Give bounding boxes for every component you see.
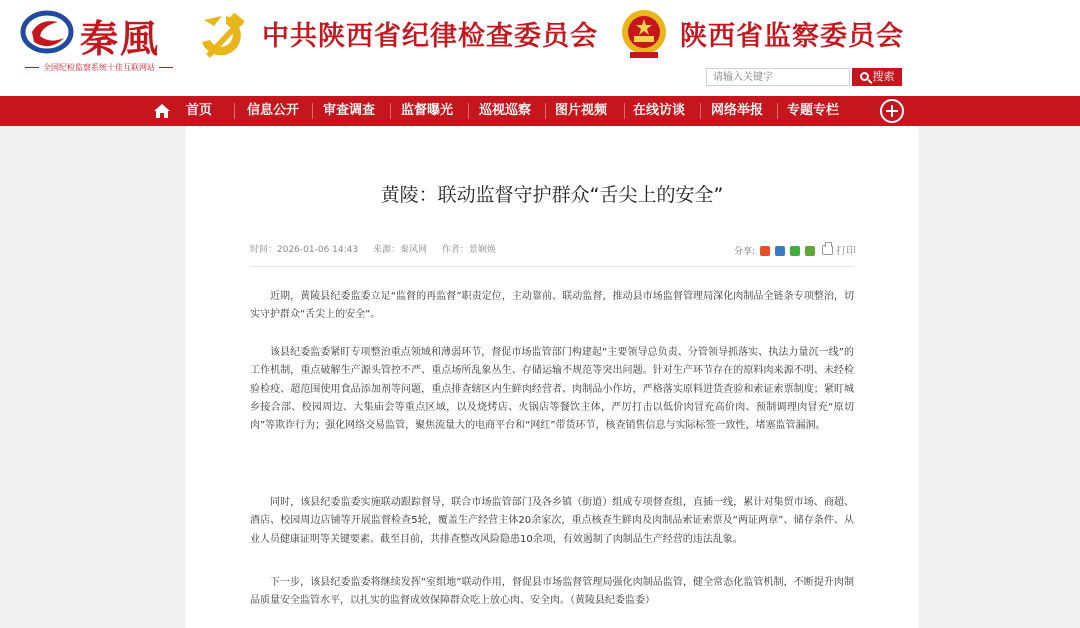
article-title: 黄陵：联动监督守护群众“舌尖上的安全” — [380, 184, 724, 206]
party-emblem-icon — [196, 10, 248, 62]
article-meta — [250, 242, 508, 255]
qinfeng-logo-icon — [20, 10, 74, 54]
search-input[interactable] — [706, 68, 850, 86]
supervision-commission-title: 陕西省监察委员会 — [680, 21, 904, 52]
nav-item-info-disclosure[interactable]: 信息公开 — [246, 103, 299, 118]
nav-divider — [234, 103, 235, 119]
main-nav — [0, 96, 1080, 126]
logo-text: 秦風 — [80, 16, 161, 61]
more-menu-plus-icon[interactable] — [880, 99, 904, 123]
wechat-share-icon[interactable] — [790, 246, 800, 256]
share-bar — [734, 244, 815, 257]
nav-item-exposure[interactable]: 监督曝光 — [400, 103, 453, 118]
national-emblem-icon — [616, 6, 672, 62]
printer-icon — [822, 245, 833, 255]
nav-item-home[interactable]: 首页 — [185, 103, 212, 118]
nav-item-photo-video[interactable]: 图片视频 — [554, 103, 607, 118]
home-icon[interactable] — [154, 104, 170, 118]
more-share-icon[interactable] — [805, 246, 815, 256]
logo-slogan: 全国纪检监察系统十佳互联网站 — [14, 62, 184, 73]
site-logo[interactable] — [14, 6, 174, 76]
nav-item-investigation[interactable]: 审查调查 — [322, 103, 375, 118]
weibo-share-icon[interactable] — [760, 246, 770, 256]
site-header — [0, 0, 1080, 96]
search-button[interactable] — [852, 68, 902, 86]
nav-item-online-interview[interactable]: 在线访谈 — [632, 103, 685, 118]
qzone-share-icon[interactable] — [775, 246, 785, 256]
article-source: 来源：秦风网 — [372, 245, 427, 255]
nav-divider — [468, 103, 469, 119]
cpc-commission-title: 中共陕西省纪律检查委员会 — [262, 21, 598, 52]
print-button[interactable] — [822, 242, 856, 257]
article-paragraph: 该县纪委监委紧盯专项整治重点领域和薄弱环节，督促市场监管部门构建起“主要领导总负责、分管领导抓落实、执法力量沉一线”的工作机制，重点破解生产源头管控不严、重点场所乱象丛生、存储运输不规范等突出问题。针对生产环节存在的原料肉来源不明、未经检验检疫、超范围使用食品添加剂等问题，重点排查辖区内生鲜肉经营者、肉制品小作坊，严格落实原料进货查验和索证索票制度；紧盯城乡接合部、校园周边、大集庙会等重点区域，以及烧烤店、火锅店等餐饮主体，严厉打击以低价肉冒充高价肉、预制调理肉冒充“原切肉”等欺诈行为；强化网络交易监管，聚焦流量大的电商平台和“网红”带货环节，核查销售信息与实际标签一致性，堵塞监管漏洞。 — [250, 347, 854, 432]
nav-divider — [390, 103, 391, 119]
nav-divider — [777, 103, 778, 119]
article-paragraph: 同时，该县纪委监委实施联动跟踪督导，联合市场监管部门及各乡镇（街道）组成专项督查组，直插一线，累计对集贸市场、商超、酒店、校园周边店铺等开展监督检查5轮，覆盖生产经营主体20余家次，重点核查生鲜肉及肉制品索证索票及“两证两章”、储存条件、从业人员健康证明等关键要素。截至目前，共排查整改风险隐患10余项，有效遏制了肉制品生产经营的违法乱象。 — [250, 497, 854, 545]
print-label: 打印 — [836, 246, 856, 257]
nav-divider — [624, 103, 625, 119]
nav-item-special-topics[interactable]: 专题专栏 — [786, 103, 839, 118]
article-time: 时间：2026-01-06 14:43 — [250, 245, 359, 255]
search-icon — [860, 72, 869, 81]
nav-item-inspection-tour[interactable]: 巡视巡察 — [478, 103, 531, 118]
meta-divider — [250, 266, 854, 267]
article-author: 作者：景娴焕 — [441, 245, 496, 255]
nav-divider — [545, 103, 546, 119]
article-paragraph: 下一步，该县纪委监委将继续发挥“室组地”联动作用，督促县市场监督管理局强化肉制品监管，健全常态化监管机制，不断提升肉制品质量安全监管水平，以扎实的监督成效保障群众吃上放心肉、安全肉。（黄陵县纪委监委） — [250, 577, 854, 607]
search-button-label: 搜索 — [872, 70, 895, 83]
article-paragraph: 近期，黄陵县纪委监委立足“监督的再监督”职责定位，主动靠前、联动监督，推动县市场监督管理局深化肉制品全链条专项整治，切实守护群众“舌尖上的安全”。 — [250, 291, 854, 321]
nav-divider — [700, 103, 701, 119]
article-container — [186, 126, 918, 628]
share-label: 分享: — [734, 247, 756, 257]
nav-item-online-report[interactable]: 网络举报 — [710, 103, 763, 118]
nav-divider — [312, 103, 313, 119]
